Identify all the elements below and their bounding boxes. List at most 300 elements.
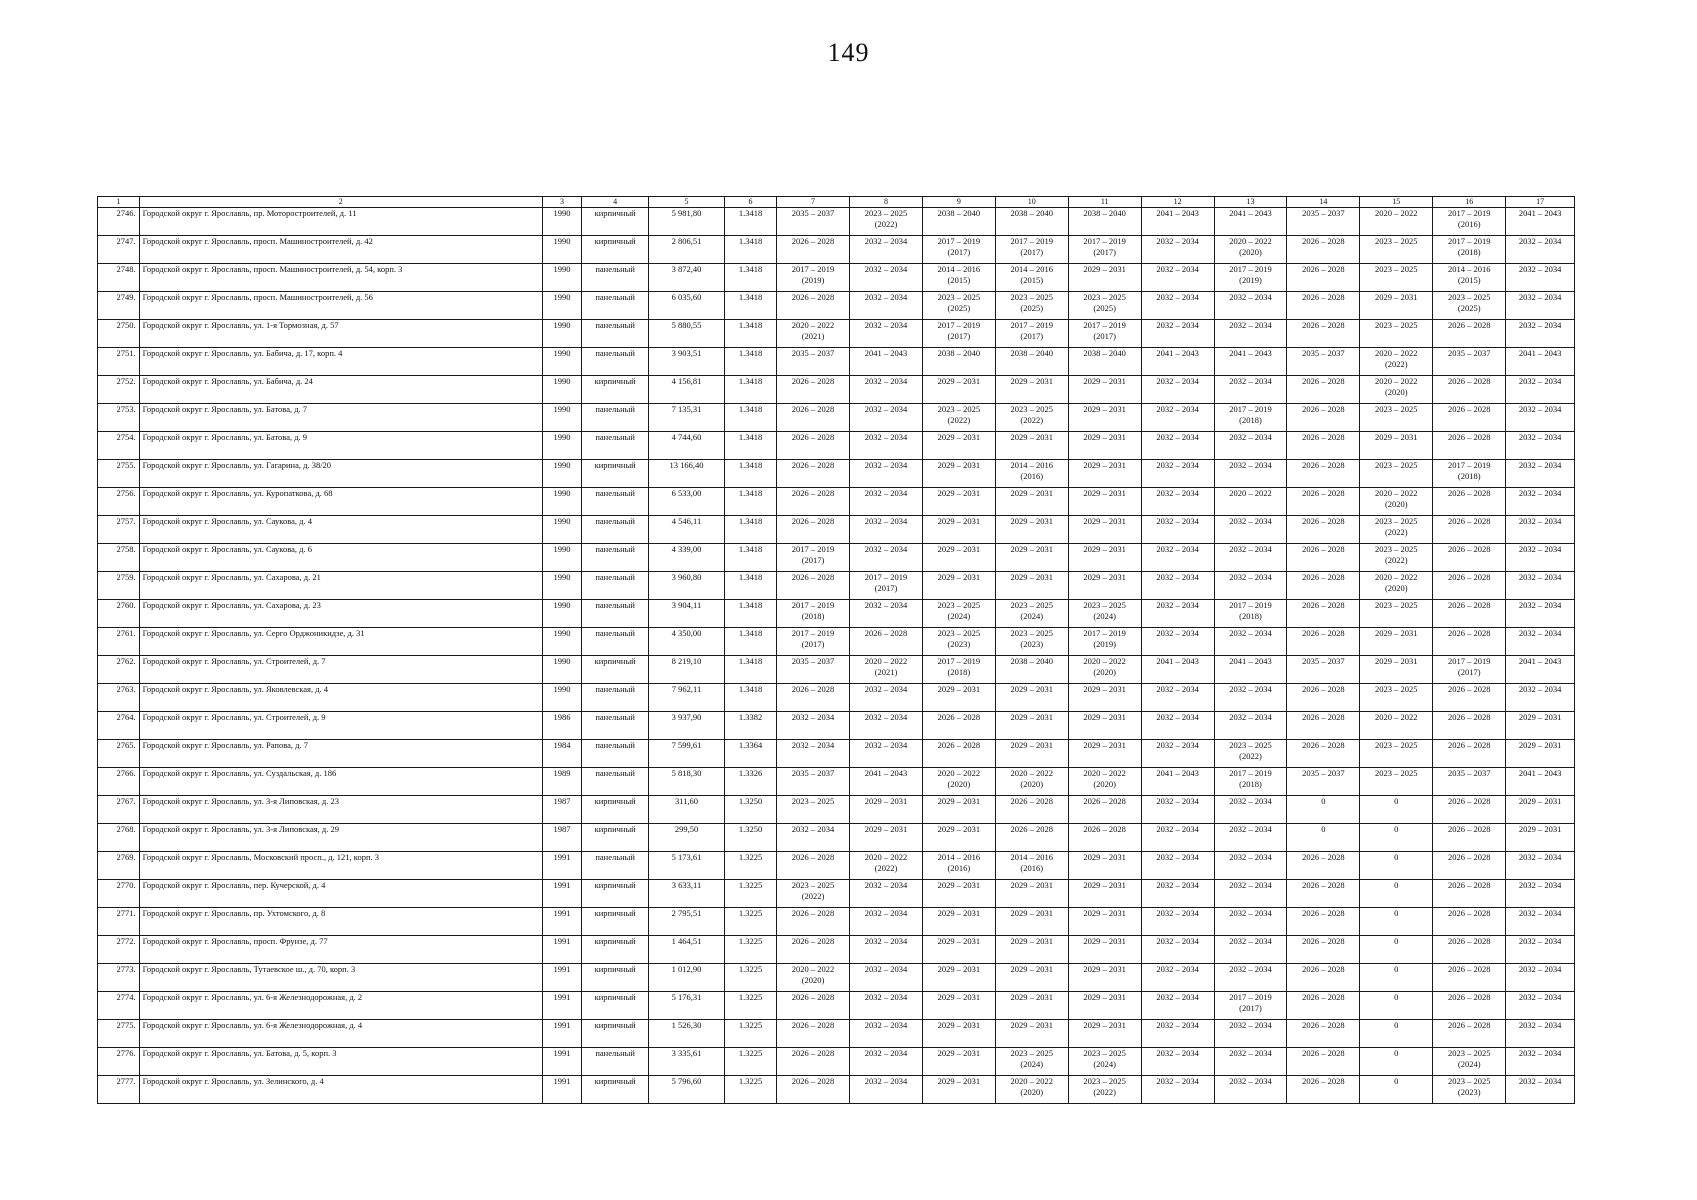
work-period-cell: 2020 – 2022 (2020) <box>995 1076 1068 1104</box>
address-cell: Городской округ г. Ярославль, ул. Саукова, д. 6 <box>139 544 542 572</box>
work-period-cell: 2029 – 2031 <box>995 376 1068 404</box>
work-period-cell: 2029 – 2031 <box>922 1048 995 1076</box>
table-row <box>98 628 1575 656</box>
column-number-cell: 15 <box>1360 197 1433 208</box>
work-period-cell: 2035 – 2037 <box>777 348 850 376</box>
work-period-cell: 2032 – 2034 <box>1214 320 1287 348</box>
build-year-cell: 1990 <box>542 656 582 684</box>
work-period-cell: 2032 – 2034 <box>1506 936 1575 964</box>
work-period-cell: 2032 – 2034 <box>1214 964 1287 992</box>
work-period-cell: 2017 – 2019 (2017) <box>922 236 995 264</box>
address-cell: Городской округ г. Ярославль, просп. Машиностроителей, д. 42 <box>139 236 542 264</box>
work-period-cell: 2032 – 2034 <box>1506 544 1575 572</box>
coefficient-cell: 1.3418 <box>725 684 777 712</box>
work-period-cell: 2023 – 2025 (2022) <box>1360 544 1433 572</box>
work-period-cell: 2023 – 2025 (2024) <box>995 1048 1068 1076</box>
wall-material-cell: панельный <box>582 488 649 516</box>
work-period-cell: 2023 – 2025 (2024) <box>922 600 995 628</box>
coefficient-cell: 1.3250 <box>725 796 777 824</box>
work-period-cell: 2023 – 2025 <box>1360 236 1433 264</box>
wall-material-cell: панельный <box>582 572 649 600</box>
coefficient-cell: 1.3418 <box>725 572 777 600</box>
address-cell: Городской округ г. Ярославль, пер. Кучерской, д. 4 <box>139 880 542 908</box>
work-period-cell: 2023 – 2025 (2022) <box>995 404 1068 432</box>
coefficient-cell: 1.3418 <box>725 376 777 404</box>
work-period-cell: 2026 – 2028 <box>777 1048 850 1076</box>
work-period-cell: 2023 – 2025 (2024) <box>995 600 1068 628</box>
work-period-cell: 2029 – 2031 <box>995 1020 1068 1048</box>
wall-material-cell: панельный <box>582 684 649 712</box>
work-period-cell: 2032 – 2034 <box>850 1076 923 1104</box>
address-cell: Городской округ г. Ярославль, ул. Батова, д. 7 <box>139 404 542 432</box>
work-period-cell: 2032 – 2034 <box>1141 740 1214 768</box>
work-period-cell: 2032 – 2034 <box>1141 264 1214 292</box>
address-cell: Городской округ г. Ярославль, ул. Рапова, д. 7 <box>139 740 542 768</box>
work-period-cell: 2026 – 2028 <box>1287 852 1360 880</box>
work-period-cell: 2026 – 2028 <box>1433 320 1506 348</box>
address-cell: Городской округ г. Ярославль, ул. Батова, д. 9 <box>139 432 542 460</box>
work-period-cell: 2029 – 2031 <box>922 880 995 908</box>
table-row <box>98 432 1575 460</box>
work-period-cell: 2029 – 2031 <box>1068 516 1141 544</box>
work-period-cell: 2029 – 2031 <box>1506 712 1575 740</box>
work-period-cell: 2041 – 2043 <box>1506 208 1575 236</box>
work-period-cell: 0 <box>1287 824 1360 852</box>
work-period-cell: 2014 – 2016 (2015) <box>922 264 995 292</box>
work-period-cell: 2026 – 2028 <box>777 1020 850 1048</box>
work-period-cell: 2029 – 2031 <box>1068 880 1141 908</box>
work-period-cell: 2035 – 2037 <box>1287 208 1360 236</box>
build-year-cell: 1989 <box>542 768 582 796</box>
table-row <box>98 712 1575 740</box>
work-period-cell: 2029 – 2031 <box>1068 712 1141 740</box>
address-cell: Городской округ г. Ярославль, ул. Бабича, д. 24 <box>139 376 542 404</box>
table-row <box>98 236 1575 264</box>
coefficient-cell: 1.3225 <box>725 936 777 964</box>
work-period-cell: 2014 – 2016 (2016) <box>922 852 995 880</box>
work-period-cell: 2032 – 2034 <box>1214 628 1287 656</box>
work-period-cell: 2023 – 2025 (2022) <box>850 208 923 236</box>
work-period-cell: 2026 – 2028 <box>1287 460 1360 488</box>
coefficient-cell: 1.3418 <box>725 432 777 460</box>
work-period-cell: 2032 – 2034 <box>1141 572 1214 600</box>
work-period-cell: 2014 – 2016 (2016) <box>995 852 1068 880</box>
coefficient-cell: 1.3225 <box>725 852 777 880</box>
work-period-cell: 2017 – 2019 (2017) <box>1433 656 1506 684</box>
coefficient-cell: 1.3418 <box>725 516 777 544</box>
total-area-cell: 3 633,11 <box>648 880 724 908</box>
table-row <box>98 404 1575 432</box>
wall-material-cell: панельный <box>582 432 649 460</box>
work-period-cell: 2023 – 2025 <box>1360 740 1433 768</box>
work-period-cell: 2017 – 2019 (2017) <box>1068 320 1141 348</box>
work-period-cell: 2032 – 2034 <box>1506 964 1575 992</box>
row-number-cell: 2763. <box>98 684 140 712</box>
work-period-cell: 0 <box>1360 1048 1433 1076</box>
address-cell: Городской округ г. Ярославль, ул. Строителей, д. 7 <box>139 656 542 684</box>
work-period-cell: 2017 – 2019 (2017) <box>995 320 1068 348</box>
work-period-cell: 2029 – 2031 <box>1068 684 1141 712</box>
table-row <box>98 348 1575 376</box>
total-area-cell: 13 166,40 <box>648 460 724 488</box>
work-period-cell: 2026 – 2028 <box>1433 684 1506 712</box>
work-period-cell: 2029 – 2031 <box>922 992 995 1020</box>
work-period-cell: 2032 – 2034 <box>850 936 923 964</box>
work-period-cell: 2032 – 2034 <box>850 908 923 936</box>
address-cell: Городской округ г. Ярославль, Тутаевское ш., д. 70, корп. 3 <box>139 964 542 992</box>
work-period-cell: 2023 – 2025 (2022) <box>1360 516 1433 544</box>
total-area-cell: 3 872,40 <box>648 264 724 292</box>
row-number-cell: 2759. <box>98 572 140 600</box>
work-period-cell: 2017 – 2019 (2018) <box>1433 236 1506 264</box>
work-period-cell: 2029 – 2031 <box>850 824 923 852</box>
work-period-cell: 2032 – 2034 <box>1506 908 1575 936</box>
total-area-cell: 7 962,11 <box>648 684 724 712</box>
work-period-cell: 2017 – 2019 (2019) <box>1068 628 1141 656</box>
build-year-cell: 1990 <box>542 432 582 460</box>
build-year-cell: 1990 <box>542 208 582 236</box>
total-area-cell: 311,60 <box>648 796 724 824</box>
wall-material-cell: панельный <box>582 852 649 880</box>
work-period-cell: 2023 – 2025 (2024) <box>1433 1048 1506 1076</box>
total-area-cell: 1 464,51 <box>648 936 724 964</box>
work-period-cell: 2032 – 2034 <box>1141 964 1214 992</box>
work-period-cell: 2029 – 2031 <box>1068 964 1141 992</box>
work-period-cell: 2023 – 2025 (2025) <box>995 292 1068 320</box>
work-period-cell: 2023 – 2025 (2022) <box>922 404 995 432</box>
work-period-cell: 2032 – 2034 <box>850 684 923 712</box>
wall-material-cell: кирпичный <box>582 236 649 264</box>
work-period-cell: 2032 – 2034 <box>1214 292 1287 320</box>
wall-material-cell: панельный <box>582 712 649 740</box>
work-period-cell: 2029 – 2031 <box>1068 376 1141 404</box>
work-period-cell: 2029 – 2031 <box>1068 1020 1141 1048</box>
row-number-cell: 2749. <box>98 292 140 320</box>
work-period-cell: 2041 – 2043 <box>1141 768 1214 796</box>
column-number-cell: 16 <box>1433 197 1506 208</box>
address-cell: Городской округ г. Ярославль, ул. Батова, д. 5, корп. 3 <box>139 1048 542 1076</box>
work-period-cell: 2041 – 2043 <box>850 348 923 376</box>
work-period-cell: 2032 – 2034 <box>1506 628 1575 656</box>
work-period-cell: 2017 – 2019 (2017) <box>850 572 923 600</box>
work-period-cell: 2032 – 2034 <box>1141 432 1214 460</box>
build-year-cell: 1991 <box>542 992 582 1020</box>
work-period-cell: 2023 – 2025 (2025) <box>1068 292 1141 320</box>
wall-material-cell: кирпичный <box>582 656 649 684</box>
work-period-cell: 2017 – 2019 (2017) <box>1068 236 1141 264</box>
work-period-cell: 2017 – 2019 (2018) <box>922 656 995 684</box>
work-period-cell: 2041 – 2043 <box>1214 656 1287 684</box>
work-period-cell: 2026 – 2028 <box>1433 852 1506 880</box>
work-period-cell: 2029 – 2031 <box>1068 908 1141 936</box>
work-period-cell: 2032 – 2034 <box>850 320 923 348</box>
wall-material-cell: кирпичный <box>582 880 649 908</box>
work-period-cell: 2026 – 2028 <box>777 376 850 404</box>
wall-material-cell: кирпичный <box>582 964 649 992</box>
work-period-cell: 2032 – 2034 <box>1506 992 1575 1020</box>
work-period-cell: 2032 – 2034 <box>1214 572 1287 600</box>
wall-material-cell: панельный <box>582 320 649 348</box>
work-period-cell: 2032 – 2034 <box>1214 1020 1287 1048</box>
coefficient-cell: 1.3418 <box>725 264 777 292</box>
work-period-cell: 2032 – 2034 <box>1141 236 1214 264</box>
coefficient-cell: 1.3418 <box>725 404 777 432</box>
work-period-cell: 2026 – 2028 <box>1287 1048 1360 1076</box>
address-cell: Городской округ г. Ярославль, ул. Зелинского, д. 4 <box>139 1076 542 1104</box>
build-year-cell: 1990 <box>542 264 582 292</box>
column-number-cell: 4 <box>582 197 649 208</box>
work-period-cell: 2032 – 2034 <box>1506 264 1575 292</box>
wall-material-cell: панельный <box>582 1048 649 1076</box>
total-area-cell: 3 960,80 <box>648 572 724 600</box>
work-period-cell: 2029 – 2031 <box>1068 936 1141 964</box>
work-period-cell: 2032 – 2034 <box>1506 292 1575 320</box>
work-period-cell: 2029 – 2031 <box>922 376 995 404</box>
work-period-cell: 0 <box>1287 796 1360 824</box>
table-row <box>98 488 1575 516</box>
work-period-cell: 2032 – 2034 <box>850 740 923 768</box>
work-period-cell: 2026 – 2028 <box>1287 320 1360 348</box>
work-period-cell: 2032 – 2034 <box>1506 572 1575 600</box>
work-period-cell: 2017 – 2019 (2018) <box>1433 460 1506 488</box>
work-period-cell: 2017 – 2019 (2017) <box>777 628 850 656</box>
address-cell: Городской округ г. Ярославль, просп. Машиностроителей, д. 54, корп. 3 <box>139 264 542 292</box>
page-number: 149 <box>827 38 870 67</box>
wall-material-cell: кирпичный <box>582 376 649 404</box>
wall-material-cell: кирпичный <box>582 992 649 1020</box>
work-period-cell: 2029 – 2031 <box>995 572 1068 600</box>
work-period-cell: 2020 – 2022 <box>1214 488 1287 516</box>
work-period-cell: 2020 – 2022 (2020) <box>1360 488 1433 516</box>
total-area-cell: 1 526,30 <box>648 1020 724 1048</box>
work-period-cell: 2032 – 2034 <box>777 824 850 852</box>
total-area-cell: 3 335,61 <box>648 1048 724 1076</box>
row-number-cell: 2769. <box>98 852 140 880</box>
work-period-cell: 2026 – 2028 <box>1433 964 1506 992</box>
work-period-cell: 2026 – 2028 <box>777 488 850 516</box>
work-period-cell: 2020 – 2022 (2020) <box>1068 768 1141 796</box>
wall-material-cell: кирпичный <box>582 796 649 824</box>
work-period-cell: 2029 – 2031 <box>1068 572 1141 600</box>
address-cell: Городской округ г. Ярославль, ул. Яковлевская, д. 4 <box>139 684 542 712</box>
work-period-cell: 2032 – 2034 <box>1214 936 1287 964</box>
work-period-cell: 2041 – 2043 <box>1214 208 1287 236</box>
address-cell: Городской округ г. Ярославль, ул. Серго Орджоникидзе, д. 31 <box>139 628 542 656</box>
work-period-cell: 2029 – 2031 <box>995 684 1068 712</box>
total-area-cell: 4 339,00 <box>648 544 724 572</box>
total-area-cell: 4 350,00 <box>648 628 724 656</box>
row-number-cell: 2766. <box>98 768 140 796</box>
total-area-cell: 7 135,31 <box>648 404 724 432</box>
table-row <box>98 320 1575 348</box>
build-year-cell: 1991 <box>542 852 582 880</box>
build-year-cell: 1990 <box>542 544 582 572</box>
work-period-cell: 2026 – 2028 <box>1287 880 1360 908</box>
work-period-cell: 2032 – 2034 <box>1141 320 1214 348</box>
wall-material-cell: панельный <box>582 292 649 320</box>
coefficient-cell: 1.3326 <box>725 768 777 796</box>
work-period-cell: 2029 – 2031 <box>922 1020 995 1048</box>
wall-material-cell: кирпичный <box>582 460 649 488</box>
work-period-cell: 2032 – 2034 <box>850 1020 923 1048</box>
build-year-cell: 1984 <box>542 740 582 768</box>
work-period-cell: 2032 – 2034 <box>850 992 923 1020</box>
work-period-cell: 2026 – 2028 <box>1433 1020 1506 1048</box>
build-year-cell: 1990 <box>542 600 582 628</box>
work-period-cell: 2035 – 2037 <box>1433 768 1506 796</box>
work-period-cell: 2029 – 2031 <box>1360 656 1433 684</box>
work-period-cell: 2029 – 2031 <box>1068 264 1141 292</box>
row-number-cell: 2764. <box>98 712 140 740</box>
work-period-cell: 2032 – 2034 <box>1214 880 1287 908</box>
row-number-cell: 2748. <box>98 264 140 292</box>
work-period-cell: 2029 – 2031 <box>1068 852 1141 880</box>
work-period-cell: 2032 – 2034 <box>1506 404 1575 432</box>
wall-material-cell: кирпичный <box>582 1020 649 1048</box>
work-period-cell: 2032 – 2034 <box>850 600 923 628</box>
work-period-cell: 2026 – 2028 <box>1287 628 1360 656</box>
total-area-cell: 5 880,55 <box>648 320 724 348</box>
work-period-cell: 2032 – 2034 <box>777 712 850 740</box>
total-area-cell: 3 937,90 <box>648 712 724 740</box>
build-year-cell: 1991 <box>542 908 582 936</box>
row-number-cell: 2762. <box>98 656 140 684</box>
work-period-cell: 2020 – 2022 (2020) <box>995 768 1068 796</box>
wall-material-cell: панельный <box>582 404 649 432</box>
work-period-cell: 2029 – 2031 <box>1068 488 1141 516</box>
work-period-cell: 2029 – 2031 <box>922 572 995 600</box>
build-year-cell: 1991 <box>542 1020 582 1048</box>
work-period-cell: 2029 – 2031 <box>922 488 995 516</box>
work-period-cell: 2020 – 2022 <box>1360 712 1433 740</box>
work-period-cell: 2026 – 2028 <box>1287 1020 1360 1048</box>
work-period-cell: 2026 – 2028 <box>1287 572 1360 600</box>
row-number-cell: 2746. <box>98 208 140 236</box>
total-area-cell: 3 903,51 <box>648 348 724 376</box>
wall-material-cell: кирпичный <box>582 824 649 852</box>
work-period-cell: 2032 – 2034 <box>1506 1048 1575 1076</box>
work-period-cell: 2023 – 2025 (2023) <box>922 628 995 656</box>
total-area-cell: 4 744,60 <box>648 432 724 460</box>
coefficient-cell: 1.3418 <box>725 208 777 236</box>
work-period-cell: 2026 – 2028 <box>995 824 1068 852</box>
build-year-cell: 1990 <box>542 516 582 544</box>
work-period-cell: 2026 – 2028 <box>1433 936 1506 964</box>
column-number-row <box>98 197 1575 208</box>
work-period-cell: 2020 – 2022 (2021) <box>777 320 850 348</box>
work-period-cell: 2026 – 2028 <box>1287 376 1360 404</box>
work-period-cell: 2014 – 2016 (2015) <box>1433 264 1506 292</box>
work-period-cell: 2023 – 2025 <box>1360 404 1433 432</box>
row-number-cell: 2752. <box>98 376 140 404</box>
work-period-cell: 2020 – 2022 (2020) <box>1360 376 1433 404</box>
work-period-cell: 2029 – 2031 <box>922 544 995 572</box>
build-year-cell: 1990 <box>542 404 582 432</box>
address-cell: Городской округ г. Ярославль, просп. Машиностроителей, д. 56 <box>139 292 542 320</box>
work-period-cell: 2026 – 2028 <box>922 740 995 768</box>
address-cell: Городской округ г. Ярославль, ул. Куропаткова, д. 68 <box>139 488 542 516</box>
work-period-cell: 2026 – 2028 <box>777 572 850 600</box>
work-period-cell: 2038 – 2040 <box>922 348 995 376</box>
work-period-cell: 2032 – 2034 <box>1214 460 1287 488</box>
row-number-cell: 2775. <box>98 1020 140 1048</box>
work-period-cell: 2026 – 2028 <box>1433 516 1506 544</box>
work-period-cell: 2035 – 2037 <box>1287 656 1360 684</box>
work-period-cell: 2032 – 2034 <box>1506 516 1575 544</box>
work-period-cell: 2026 – 2028 <box>1433 600 1506 628</box>
total-area-cell: 7 599,61 <box>648 740 724 768</box>
table-row <box>98 544 1575 572</box>
work-period-cell: 2029 – 2031 <box>995 432 1068 460</box>
work-period-cell: 2032 – 2034 <box>1141 404 1214 432</box>
work-period-cell: 2041 – 2043 <box>1214 348 1287 376</box>
coefficient-cell: 1.3225 <box>725 1048 777 1076</box>
work-period-cell: 2029 – 2031 <box>995 488 1068 516</box>
address-cell: Городской округ г. Ярославль, ул. 6-я Железнодорожная, д. 2 <box>139 992 542 1020</box>
work-period-cell: 2032 – 2034 <box>1214 712 1287 740</box>
work-period-cell: 2029 – 2031 <box>995 964 1068 992</box>
work-period-cell: 2017 – 2019 (2018) <box>1214 404 1287 432</box>
table-row <box>98 208 1575 236</box>
work-period-cell: 2029 – 2031 <box>1068 544 1141 572</box>
work-period-cell: 2023 – 2025 (2023) <box>1433 1076 1506 1104</box>
coefficient-cell: 1.3418 <box>725 236 777 264</box>
table-row <box>98 936 1575 964</box>
work-period-cell: 2029 – 2031 <box>995 992 1068 1020</box>
total-area-cell: 5 981,80 <box>648 208 724 236</box>
work-period-cell: 0 <box>1360 908 1433 936</box>
address-cell: Городской округ г. Ярославль, ул. Гагарина, д. 38/20 <box>139 460 542 488</box>
work-period-cell: 2029 – 2031 <box>1068 404 1141 432</box>
work-period-cell: 2032 – 2034 <box>1141 292 1214 320</box>
table-row <box>98 1020 1575 1048</box>
work-period-cell: 2023 – 2025 <box>1360 264 1433 292</box>
table-row <box>98 684 1575 712</box>
coefficient-cell: 1.3418 <box>725 628 777 656</box>
work-period-cell: 2017 – 2019 (2017) <box>777 544 850 572</box>
work-period-cell: 2032 – 2034 <box>850 264 923 292</box>
work-period-cell: 2029 – 2031 <box>995 908 1068 936</box>
work-period-cell: 2029 – 2031 <box>922 684 995 712</box>
column-number-cell: 6 <box>725 197 777 208</box>
work-period-cell: 2026 – 2028 <box>1287 936 1360 964</box>
address-cell: Городской округ г. Ярославль, ул. Сахарова, д. 21 <box>139 572 542 600</box>
work-period-cell: 2029 – 2031 <box>922 516 995 544</box>
row-number-cell: 2753. <box>98 404 140 432</box>
work-period-cell: 2017 – 2019 (2018) <box>777 600 850 628</box>
work-period-cell: 2032 – 2034 <box>850 488 923 516</box>
work-period-cell: 2032 – 2034 <box>1141 684 1214 712</box>
work-period-cell: 2032 – 2034 <box>1506 488 1575 516</box>
table-body <box>98 197 1575 1104</box>
total-area-cell: 2 795,51 <box>648 908 724 936</box>
build-year-cell: 1991 <box>542 880 582 908</box>
work-period-cell: 2023 – 2025 <box>1360 460 1433 488</box>
coefficient-cell: 1.3418 <box>725 656 777 684</box>
work-period-cell: 2029 – 2031 <box>922 432 995 460</box>
column-number-cell: 5 <box>648 197 724 208</box>
row-number-cell: 2767. <box>98 796 140 824</box>
work-period-cell: 2017 – 2019 (2018) <box>1214 600 1287 628</box>
work-period-cell: 2032 – 2034 <box>1506 600 1575 628</box>
work-period-cell: 2038 – 2040 <box>995 348 1068 376</box>
work-period-cell: 2017 – 2019 (2018) <box>1214 768 1287 796</box>
work-period-cell: 2032 – 2034 <box>850 964 923 992</box>
wall-material-cell: панельный <box>582 768 649 796</box>
work-period-cell: 2032 – 2034 <box>1141 1020 1214 1048</box>
work-period-cell: 2023 – 2025 <box>777 796 850 824</box>
address-cell: Городской округ г. Ярославль, ул. Сахарова, д. 23 <box>139 600 542 628</box>
